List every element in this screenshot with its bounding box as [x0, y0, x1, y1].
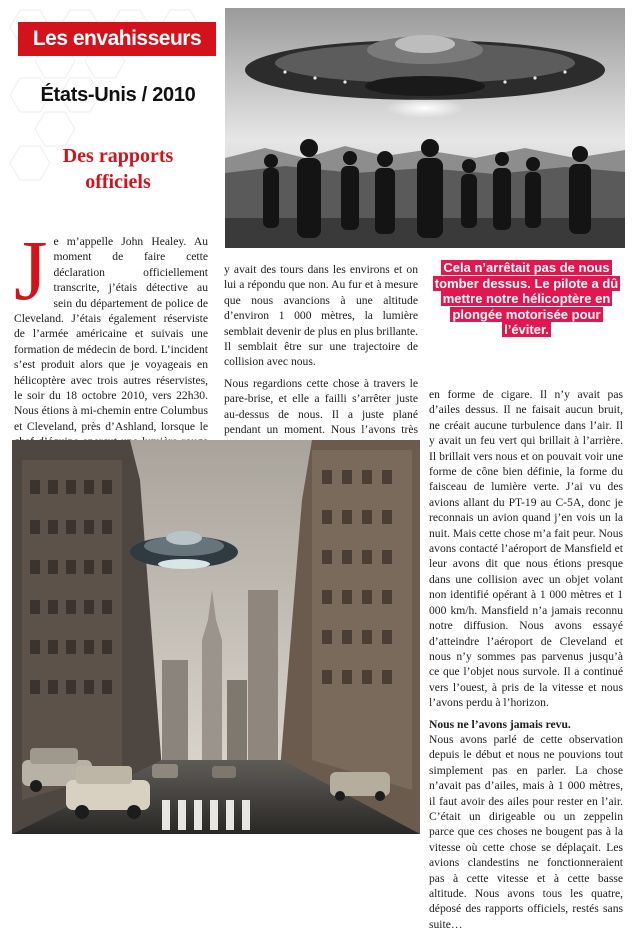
- ufo-over-people-illustration: [225, 8, 625, 248]
- ufo-over-city-illustration: [12, 440, 420, 834]
- article-subtitle: [20, 143, 216, 195]
- place-date-heading: États-Unis / 2010: [40, 84, 196, 106]
- subtitle-line-2: officiels: [85, 171, 151, 193]
- paragraph: Nous regardions cette chose à travers le pare-brise, et elle a failli s’arrêter juste au-dessus de nous. Il a juste plané pendant un moment. Nous l’avons très: [224, 376, 418, 437]
- article-column-2: [224, 262, 418, 468]
- paragraph-text: e m’appelle John Healey. Au moment de faire cette déclaration officiellement transcrite, j’étais détective au sein du département de police de Cleveland. J’étais également réserviste de l’armée américaine et suivais une formation de médecin de bord. L’incident s’est produit alors que je voyageais en hélicoptère avec trois autres réservistes, le soir du 18 octobre 2010, vers 22h30. Nous étions à mi-chemin entre Columbus et Cleveland, près d’Ashland, lorsque le: [14, 235, 208, 433]
- dropcap-letter: J: [14, 222, 48, 318]
- section-tag: Les envahisseurs: [18, 22, 216, 56]
- paragraph: y avait des tours dans les environs et on lui a répondu que non. Au fur et à mesure que nous avancions à une altitude d’environ 1 000 mètres, la lumière semblait devenir de plus en plus brillante. Il semblait être sur une trajectoire de collision avec nous.: [224, 263, 418, 369]
- section-subheading: Nous ne l’avons jamais revu.: [429, 717, 571, 731]
- paragraph: en forme de cigare. Il n’y avait pas d’ailes dessus. Il ne faisait aucun bruit, ne créait aucune turbulence dans l’air. Il y avait un feu vert qui brillait à l’arrière. Il brillait vers nous et on pouvait voir une forme de cône bien définie, la forme du faisceau de lumière verte. J’ai vu des avions allant du PT-19 au C-5A, donc je reconnais un avion quand j’en vois un la nuit. Mais cette chose m’a fait peur. Nous avons contacté l’aéroport de Mansfield et leur avons dit que nous étions presque dans une collision avec un objet volant non identifié opérant à 1 000 mètres et 1 000 km/h. Mansfield n’a jamais reconnu notre diffusion. Nous avons essayé d’atteindre l’aéroport de Cleveland et nous n’y sommes pas parvenus jusqu’à ce que l’objet nous survole. Il a continué vers l’ouest, à pris de la vitesse et nous l’avons perdu à l’horizon.: [429, 388, 623, 710]
- paragraph: Nous avons parlé de cette observation depuis le début et nous ne pouvions tout simplement pas en parler. La chose n’avait pas d’ailes, mais à 1 000 mètres, il faut avoir des ailes pour rester en l’air. C’était un dirigeable ou un zeppelin parce que ces choses ne bougent pas à la vitesse où cette chose se déplaçait. Les avions clandestins ne fonctionneraient pas à cette vitesse et à cette basse altitude. Nous avons tous les quatre, déposé des rapports officiels, restés sans suite…: [429, 732, 623, 931]
- pull-quote-text: Cela n’arrêtait pas de nous tomber dessus. Le pilote a dû mettre notre hélicoptère en plongée motorisée pour l’éviter.: [434, 260, 619, 337]
- paragraph: [14, 222, 208, 465]
- pull-quote: [430, 260, 623, 338]
- article-column-3: [429, 387, 623, 932]
- article-column-1: [14, 222, 208, 465]
- subtitle-line-1: Des rapports: [62, 145, 174, 167]
